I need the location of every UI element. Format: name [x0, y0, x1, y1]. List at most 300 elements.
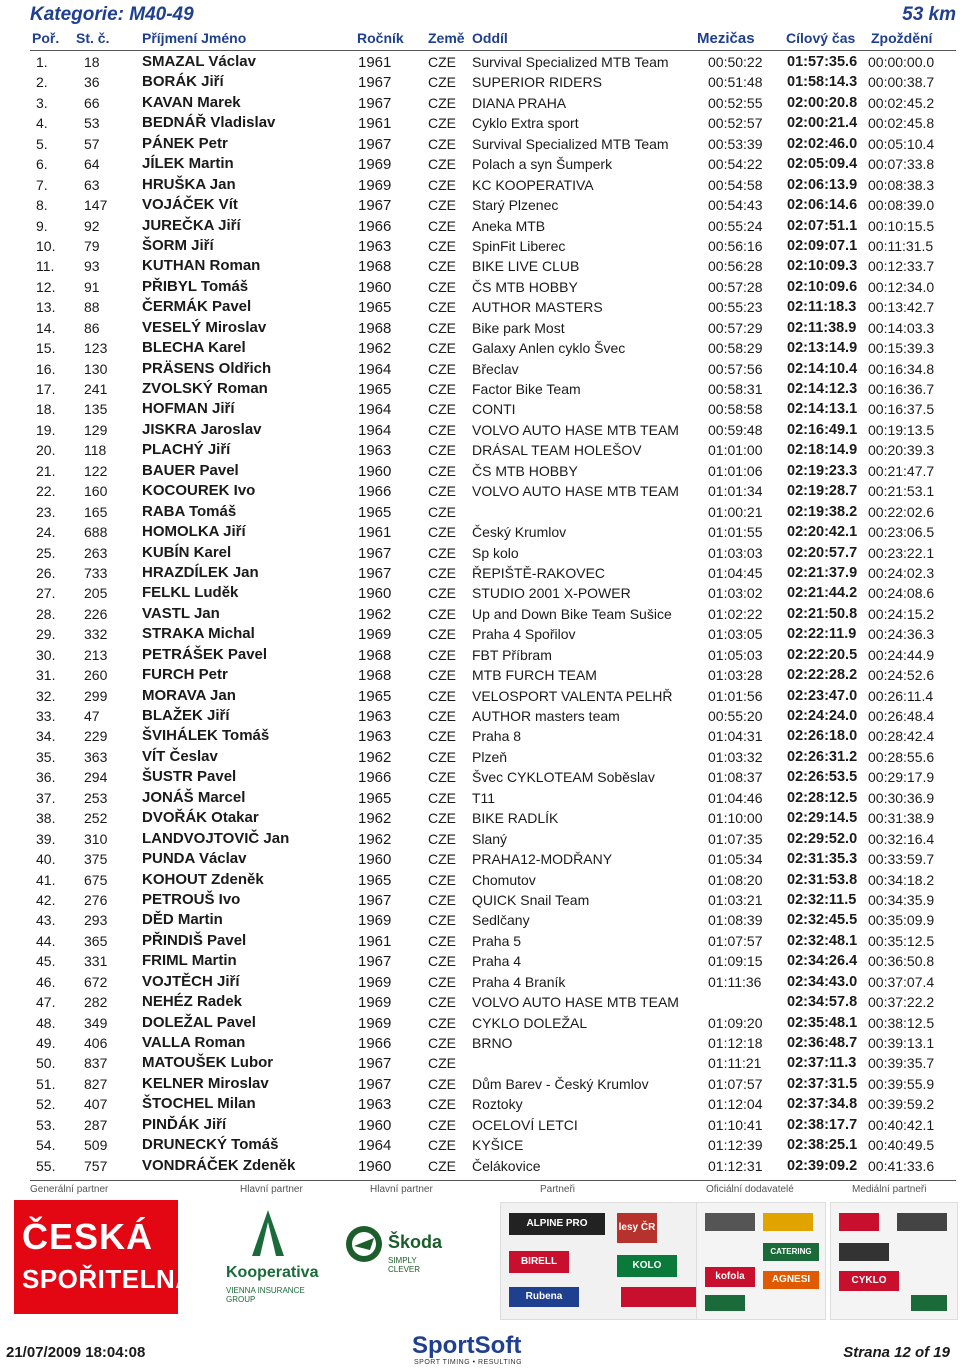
cell-name: ŠTOCHEL Milan: [142, 1095, 256, 1113]
table-row: [0, 563, 960, 583]
table-row: [0, 931, 960, 951]
cell-gap: 00:26:11.4: [868, 687, 934, 704]
cell-finish: 02:21:50.8: [787, 605, 858, 622]
official-suppliers-label: Oficiální dodavatelé: [706, 1184, 794, 1195]
cell-year: 1967: [358, 1075, 392, 1093]
cell-name: ZVOLSKÝ Roman: [142, 380, 268, 397]
cell-split: 00:56:28: [708, 258, 763, 275]
table-row: [0, 951, 960, 971]
cell-gap: 00:28:55.6: [868, 748, 935, 765]
cell-split: 01:03:03: [708, 544, 763, 561]
cell-name: STRAKA Michal: [142, 625, 255, 643]
cell-gap: 00:29:17.9: [868, 769, 935, 786]
cell-nat: CZE: [428, 278, 456, 295]
cell-name: NEHÉZ Radek: [142, 993, 243, 1011]
main-partner-label-1: Hlavní partner: [240, 1184, 303, 1195]
supplier-logo-icon: [705, 1295, 745, 1311]
cs-logo-line2: SPOŘITELNA: [22, 1264, 195, 1294]
cell-name: BORÁK Jiří: [142, 73, 224, 91]
cell-nat: CZE: [428, 1035, 456, 1051]
cell-year: 1962: [358, 830, 392, 848]
cell-finish: 02:26:53.5: [787, 769, 858, 786]
cell-bib: 263: [84, 544, 108, 561]
cell-split: 01:03:21: [708, 891, 763, 908]
cell-year: 1963: [358, 237, 392, 255]
kolo-logo: KOLO: [617, 1255, 677, 1277]
cell-finish: 02:32:48.1: [787, 932, 858, 949]
cell-gap: 00:02:45.2: [868, 94, 935, 111]
cell-split: 01:01:00: [708, 442, 763, 459]
cell-name: DRUNECKÝ Tomáš: [142, 1136, 279, 1154]
cell-gap: 00:31:38.9: [868, 810, 935, 827]
cell-name: DVOŘÁK Otakar: [142, 809, 259, 827]
cell-club: VOLVO AUTO HASE MTB TEAM: [472, 421, 679, 438]
cell-nat: CZE: [428, 871, 456, 888]
cell-pos: 31.: [36, 667, 56, 684]
cell-year: 1962: [358, 810, 392, 828]
cell-split: 00:50:22: [708, 54, 763, 70]
table-row: [0, 236, 960, 256]
cell-club: Up and Down Bike Team Sušice: [472, 605, 672, 622]
cell-split: 01:03:02: [708, 585, 763, 602]
cell-pos: 10.: [36, 237, 56, 254]
cell-finish: 02:11:38.9: [787, 319, 857, 336]
cell-bib: 252: [84, 810, 108, 827]
cell-year: 1968: [358, 646, 392, 664]
cell-bib: 57: [84, 135, 100, 152]
cell-gap: 00:15:39.3: [868, 340, 935, 357]
cell-club: KC KOOPERATIVA: [472, 176, 594, 193]
table-row: [0, 1156, 960, 1176]
cell-pos: 12.: [36, 278, 56, 295]
cell-nat: CZE: [428, 156, 456, 173]
cell-club: VELOSPORT VALENTA PELHŘ: [472, 687, 673, 704]
col-pos: Poř.: [32, 30, 60, 46]
cell-year: 1969: [358, 912, 392, 930]
cell-name: VESELÝ Miroslav: [142, 318, 267, 336]
cell-nat: CZE: [428, 728, 456, 745]
cell-name: JISKRA Jaroslav: [142, 420, 262, 438]
table-row: [0, 788, 960, 808]
cell-gap: 00:24:36.3: [868, 626, 935, 643]
results-table: [0, 52, 960, 1176]
cell-club: BIKE LIVE CLUB: [472, 258, 580, 275]
cell-pos: 38.: [36, 810, 56, 827]
cell-bib: 349: [84, 1014, 108, 1031]
cell-split: 01:03:32: [708, 748, 763, 765]
cell-club: CONTI: [472, 401, 516, 418]
cell-split: 01:04:31: [708, 728, 763, 745]
cell-bib: 310: [84, 830, 108, 847]
cell-gap: 00:23:06.5: [868, 524, 935, 541]
cell-bib: 226: [84, 605, 108, 622]
table-row: [0, 665, 960, 685]
cell-bib: 205: [84, 585, 108, 602]
cell-year: 1964: [358, 360, 392, 378]
cell-year: 1963: [358, 442, 392, 460]
cell-finish: 02:10:09.6: [787, 278, 858, 295]
cell-nat: CZE: [428, 115, 456, 132]
table-row: [0, 992, 960, 1012]
cell-name: ŠORM Jiří: [142, 236, 214, 254]
kooperativa-sub: VIENNA INSURANCE GROUP: [226, 1286, 305, 1304]
cell-finish: 02:24:24.0: [787, 708, 858, 724]
cell-finish: 02:28:12.5: [787, 789, 858, 806]
cell-year: 1964: [358, 421, 392, 439]
header-divider: [30, 50, 956, 51]
cell-gap: 00:07:33.8: [868, 156, 935, 173]
cell-year: 1967: [358, 1055, 392, 1073]
cell-split: 01:12:04: [708, 1096, 763, 1113]
cell-bib: 407: [84, 1096, 108, 1113]
cell-split: 01:07:57: [708, 932, 763, 949]
cell-pos: 9.: [36, 217, 48, 234]
cell-gap: 00:24:15.2: [868, 605, 935, 622]
col-club: Oddíl: [472, 30, 508, 46]
cell-nat: CZE: [428, 851, 456, 868]
table-row: [0, 1053, 960, 1073]
cell-pos: 52.: [36, 1096, 56, 1113]
cell-finish: 02:38:17.7: [787, 1116, 858, 1133]
cell-bib: 406: [84, 1035, 108, 1051]
cell-club: KYŠICE: [472, 1137, 524, 1154]
cell-pos: 42.: [36, 891, 56, 908]
cell-pos: 43.: [36, 912, 56, 929]
table-row: [0, 808, 960, 828]
cell-pos: 20.: [36, 442, 56, 459]
cell-pos: 33.: [36, 708, 56, 724]
cell-bib: 129: [84, 421, 108, 438]
cell-finish: 02:31:35.3: [787, 851, 858, 868]
cell-year: 1965: [358, 381, 392, 398]
col-finish: Cílový čas: [786, 30, 856, 46]
cell-club: Survival Specialized MTB Team: [472, 135, 669, 152]
cell-name: VÍT Česlav: [142, 747, 218, 765]
cell-name: BLECHA Karel: [142, 339, 246, 357]
cell-club: DIANA PRAHA: [472, 94, 567, 111]
cell-gap: 00:16:34.8: [868, 360, 935, 377]
cell-bib: 331: [84, 953, 108, 970]
cell-bib: 160: [84, 483, 108, 500]
cell-finish: 02:14:10.4: [787, 360, 858, 377]
cell-pos: 26.: [36, 564, 56, 581]
cell-club: QUICK Snail Team: [472, 891, 590, 908]
cell-pos: 19.: [36, 421, 56, 438]
cell-split: 01:09:20: [708, 1014, 763, 1031]
official-suppliers-logos: [696, 1202, 826, 1320]
table-row: [0, 747, 960, 767]
cell-finish: 02:31:53.8: [787, 871, 858, 888]
cell-nat: CZE: [428, 748, 456, 765]
cs-logo-line1: ČESKÁ: [22, 1216, 154, 1257]
cell-split: 01:12:39: [708, 1137, 763, 1154]
cell-name: SMAZAL Václav: [142, 53, 256, 70]
cell-gap: 00:11:31.5: [868, 237, 934, 254]
cell-nat: CZE: [428, 789, 456, 806]
table-row: [0, 890, 960, 910]
skoda-sub: SIMPLY CLEVER: [388, 1256, 421, 1274]
cell-year: 1967: [358, 135, 392, 153]
cell-pos: 41.: [36, 871, 56, 888]
cell-split: 01:08:39: [708, 912, 763, 929]
cell-club: Praha 4: [472, 953, 522, 970]
media-partners-label: Mediální partneři: [852, 1184, 927, 1195]
cell-bib: 66: [84, 94, 100, 111]
media-logo-c-icon: [839, 1243, 889, 1261]
cell-gap: 00:34:35.9: [868, 891, 935, 908]
cell-name: BAUER Pavel: [142, 461, 239, 479]
cell-club: Čelákovice: [472, 1157, 541, 1174]
cell-pos: 25.: [36, 544, 56, 561]
cell-finish: 02:02:46.0: [787, 135, 858, 152]
cell-year: 1967: [358, 74, 392, 92]
cell-split: 00:51:48: [708, 74, 763, 91]
table-row: [0, 870, 960, 890]
media-logo-b-icon: [897, 1213, 947, 1231]
cell-split: 01:03:28: [708, 667, 763, 684]
sportsoft-logo: [412, 1332, 552, 1368]
cell-finish: 02:05:09.4: [787, 156, 858, 173]
cell-bib: 53: [84, 115, 100, 132]
cell-year: 1968: [358, 258, 392, 276]
cell-gap: 00:39:59.2: [868, 1096, 935, 1113]
cell-year: 1969: [358, 973, 392, 991]
cell-gap: 00:02:45.8: [868, 115, 935, 132]
table-row: [0, 522, 960, 542]
cell-finish: 02:32:11.5: [787, 891, 857, 908]
cell-year: 1965: [358, 299, 392, 317]
cell-gap: 00:35:12.5: [868, 932, 935, 949]
table-row: [0, 767, 960, 787]
cell-bib: 282: [84, 994, 108, 1011]
cell-nat: CZE: [428, 217, 456, 234]
cell-name: PETRÁŠEK Pavel: [142, 645, 268, 663]
cell-gap: 00:00:00.0: [868, 54, 935, 70]
col-bib: St. č.: [76, 30, 110, 46]
cell-nat: CZE: [428, 1096, 456, 1113]
cell-pos: 47.: [36, 994, 56, 1011]
cell-year: 1965: [358, 503, 392, 521]
sponsor-strip: [0, 1178, 960, 1328]
cell-name: PLACHÝ Jiří: [142, 441, 231, 459]
table-row: [0, 604, 960, 624]
cell-nat: CZE: [428, 360, 456, 377]
cell-nat: CZE: [428, 810, 456, 827]
cell-split: 00:57:28: [708, 278, 763, 295]
cell-year: 1961: [358, 54, 392, 71]
cell-nat: CZE: [428, 708, 456, 724]
cell-year: 1963: [358, 728, 392, 746]
cell-year: 1969: [358, 994, 392, 1012]
cell-pos: 51.: [36, 1075, 56, 1092]
cell-pos: 50.: [36, 1055, 56, 1072]
cell-pos: 6.: [36, 156, 48, 173]
cell-year: 1961: [358, 932, 392, 950]
cell-split: 00:55:23: [708, 299, 763, 316]
cell-bib: 88: [84, 299, 100, 316]
cell-name: VOJÁČEK Vít: [142, 196, 238, 214]
cell-nat: CZE: [428, 953, 456, 970]
cell-nat: CZE: [428, 483, 456, 500]
table-row: [0, 910, 960, 930]
cell-bib: 47: [84, 708, 100, 724]
cell-finish: 02:26:18.0: [787, 728, 858, 745]
cell-name: PÁNEK Petr: [142, 134, 228, 152]
cell-year: 1963: [358, 708, 392, 725]
alpine-pro-logo: ALPINE PRO: [509, 1213, 605, 1235]
cell-year: 1961: [358, 524, 392, 542]
cell-gap: 00:33:59.7: [868, 851, 935, 868]
cell-pos: 39.: [36, 830, 56, 847]
cell-pos: 40.: [36, 851, 56, 868]
cell-name: DOLEŽAL Pavel: [142, 1013, 256, 1031]
cell-nat: CZE: [428, 237, 456, 254]
cell-gap: 00:05:10.4: [868, 135, 935, 152]
cell-bib: 688: [84, 524, 108, 541]
cell-pos: 34.: [36, 728, 56, 745]
cell-bib: 294: [84, 769, 108, 786]
cell-pos: 48.: [36, 1014, 56, 1031]
cell-nat: CZE: [428, 74, 456, 91]
cell-bib: 118: [84, 442, 107, 459]
cell-finish: 02:20:57.7: [787, 544, 858, 561]
cell-finish: 02:00:21.4: [787, 115, 858, 132]
cell-club: PRAHA12-MODŘANY: [472, 851, 613, 868]
cell-nat: CZE: [428, 544, 456, 561]
cell-finish: 02:22:11.9: [787, 626, 857, 643]
cell-pos: 54.: [36, 1137, 56, 1154]
cell-nat: CZE: [428, 932, 456, 949]
cell-finish: 02:37:34.8: [787, 1096, 858, 1113]
cell-gap: 00:08:38.3: [868, 176, 935, 193]
cell-nat: CZE: [428, 994, 456, 1011]
cell-finish: 02:37:11.3: [787, 1055, 857, 1072]
cell-name: HRUŠKA Jan: [142, 175, 236, 193]
kooperativa-emblem-icon: [222, 1204, 336, 1264]
cell-finish: 02:32:45.5: [787, 912, 858, 929]
cell-gap: 00:32:16.4: [868, 830, 935, 847]
sportsoft-sub: SPORT TIMING • RESULTING: [414, 1359, 523, 1366]
cell-split: 00:58:58: [708, 401, 763, 418]
cell-nat: CZE: [428, 646, 456, 663]
cell-finish: 02:23:47.0: [787, 687, 858, 704]
cell-gap: 00:39:35.7: [868, 1055, 935, 1072]
cell-pos: 15.: [36, 340, 56, 357]
cell-name: ŠVIHÁLEK Tomáš: [142, 727, 270, 745]
col-year: Ročník: [357, 30, 404, 46]
cell-name: VONDRÁČEK Zdeněk: [142, 1156, 296, 1174]
table-row: [0, 543, 960, 563]
cell-club: DRÁSAL TEAM HOLEŠOV: [472, 442, 642, 459]
cell-pos: 11.: [36, 258, 55, 275]
cell-gap: 00:00:38.7: [868, 74, 935, 91]
cell-pos: 2.: [36, 74, 48, 91]
cell-nat: CZE: [428, 524, 456, 541]
cell-split: 01:01:56: [708, 687, 763, 704]
cell-gap: 00:23:22.1: [868, 544, 935, 561]
cell-year: 1967: [358, 94, 392, 112]
cell-bib: 86: [84, 319, 100, 336]
cell-year: 1969: [358, 1014, 392, 1032]
table-row: [0, 829, 960, 849]
cell-year: 1966: [358, 769, 392, 787]
cell-pos: 53.: [36, 1116, 56, 1133]
cell-nat: CZE: [428, 564, 456, 581]
table-row: [0, 72, 960, 92]
rubena-logo: Rubena: [509, 1287, 579, 1307]
cell-year: 1964: [358, 1137, 392, 1155]
cell-bib: 363: [84, 748, 108, 765]
cell-nat: CZE: [428, 462, 456, 479]
cell-year: 1969: [358, 626, 392, 644]
cell-bib: 123: [84, 340, 108, 357]
cell-year: 1969: [358, 176, 392, 194]
cell-club: Chomutov: [472, 871, 536, 888]
table-row: [0, 686, 960, 706]
cell-bib: 733: [84, 564, 108, 581]
cell-split: 01:08:37: [708, 769, 763, 786]
cell-gap: 00:08:39.0: [868, 197, 935, 214]
skoda-logo: [344, 1208, 444, 1288]
cell-club: Bike park Most: [472, 319, 565, 336]
cell-gap: 00:14:03.3: [868, 319, 935, 336]
cell-club: VOLVO AUTO HASE MTB TEAM: [472, 994, 679, 1011]
cell-bib: 93: [84, 258, 100, 275]
main-partner-label-2: Hlavní partner: [370, 1184, 433, 1195]
cell-nat: CZE: [428, 769, 456, 786]
cell-finish: 02:21:44.2: [787, 585, 858, 602]
cell-club: SpinFit Liberec: [472, 237, 566, 254]
cell-name: MATOUŠEK Lubor: [142, 1054, 274, 1072]
cell-split: 00:54:22: [708, 156, 763, 173]
cell-bib: 287: [84, 1116, 108, 1133]
cell-name: PETROUŠ Ivo: [142, 890, 241, 908]
cell-gap: 00:38:12.5: [868, 1014, 935, 1031]
cell-year: 1962: [358, 340, 392, 358]
cell-gap: 00:41:33.6: [868, 1157, 935, 1174]
cell-nat: CZE: [428, 626, 456, 643]
cell-gap: 00:30:36.9: [868, 789, 935, 806]
cell-club: Plzeň: [472, 748, 508, 765]
cell-pos: 44.: [36, 932, 56, 949]
cell-name: FURCH Petr: [142, 666, 228, 684]
cell-finish: 02:26:31.2: [787, 748, 858, 765]
cell-year: 1967: [358, 197, 392, 215]
cell-year: 1968: [358, 319, 392, 337]
cell-name: PRÄSENS Oldřich: [142, 359, 272, 377]
cell-split: 01:04:45: [708, 564, 763, 581]
table-row: [0, 134, 960, 154]
cell-pos: 8.: [36, 197, 48, 214]
cell-year: 1965: [358, 871, 392, 889]
cell-club: SUPERIOR RIDERS: [472, 74, 602, 91]
cell-year: 1960: [358, 278, 392, 296]
cell-nat: CZE: [428, 1157, 456, 1174]
cell-split: 00:58:29: [708, 340, 763, 357]
cell-finish: 02:34:26.4: [787, 953, 858, 970]
cell-split: 01:01:06: [708, 462, 763, 479]
cell-bib: 122: [84, 462, 108, 479]
cell-split: 01:12:31: [708, 1157, 763, 1174]
kooperativa-logo: [222, 1204, 336, 1304]
kofola-logo: kofola: [705, 1267, 755, 1287]
cell-pos: 49.: [36, 1035, 56, 1051]
cell-name: VALLA Roman: [142, 1034, 246, 1051]
cell-gap: 00:35:09.9: [868, 912, 935, 929]
cell-gap: 00:28:42.4: [868, 728, 935, 745]
cell-nat: CZE: [428, 973, 456, 990]
cell-bib: 229: [84, 728, 108, 745]
